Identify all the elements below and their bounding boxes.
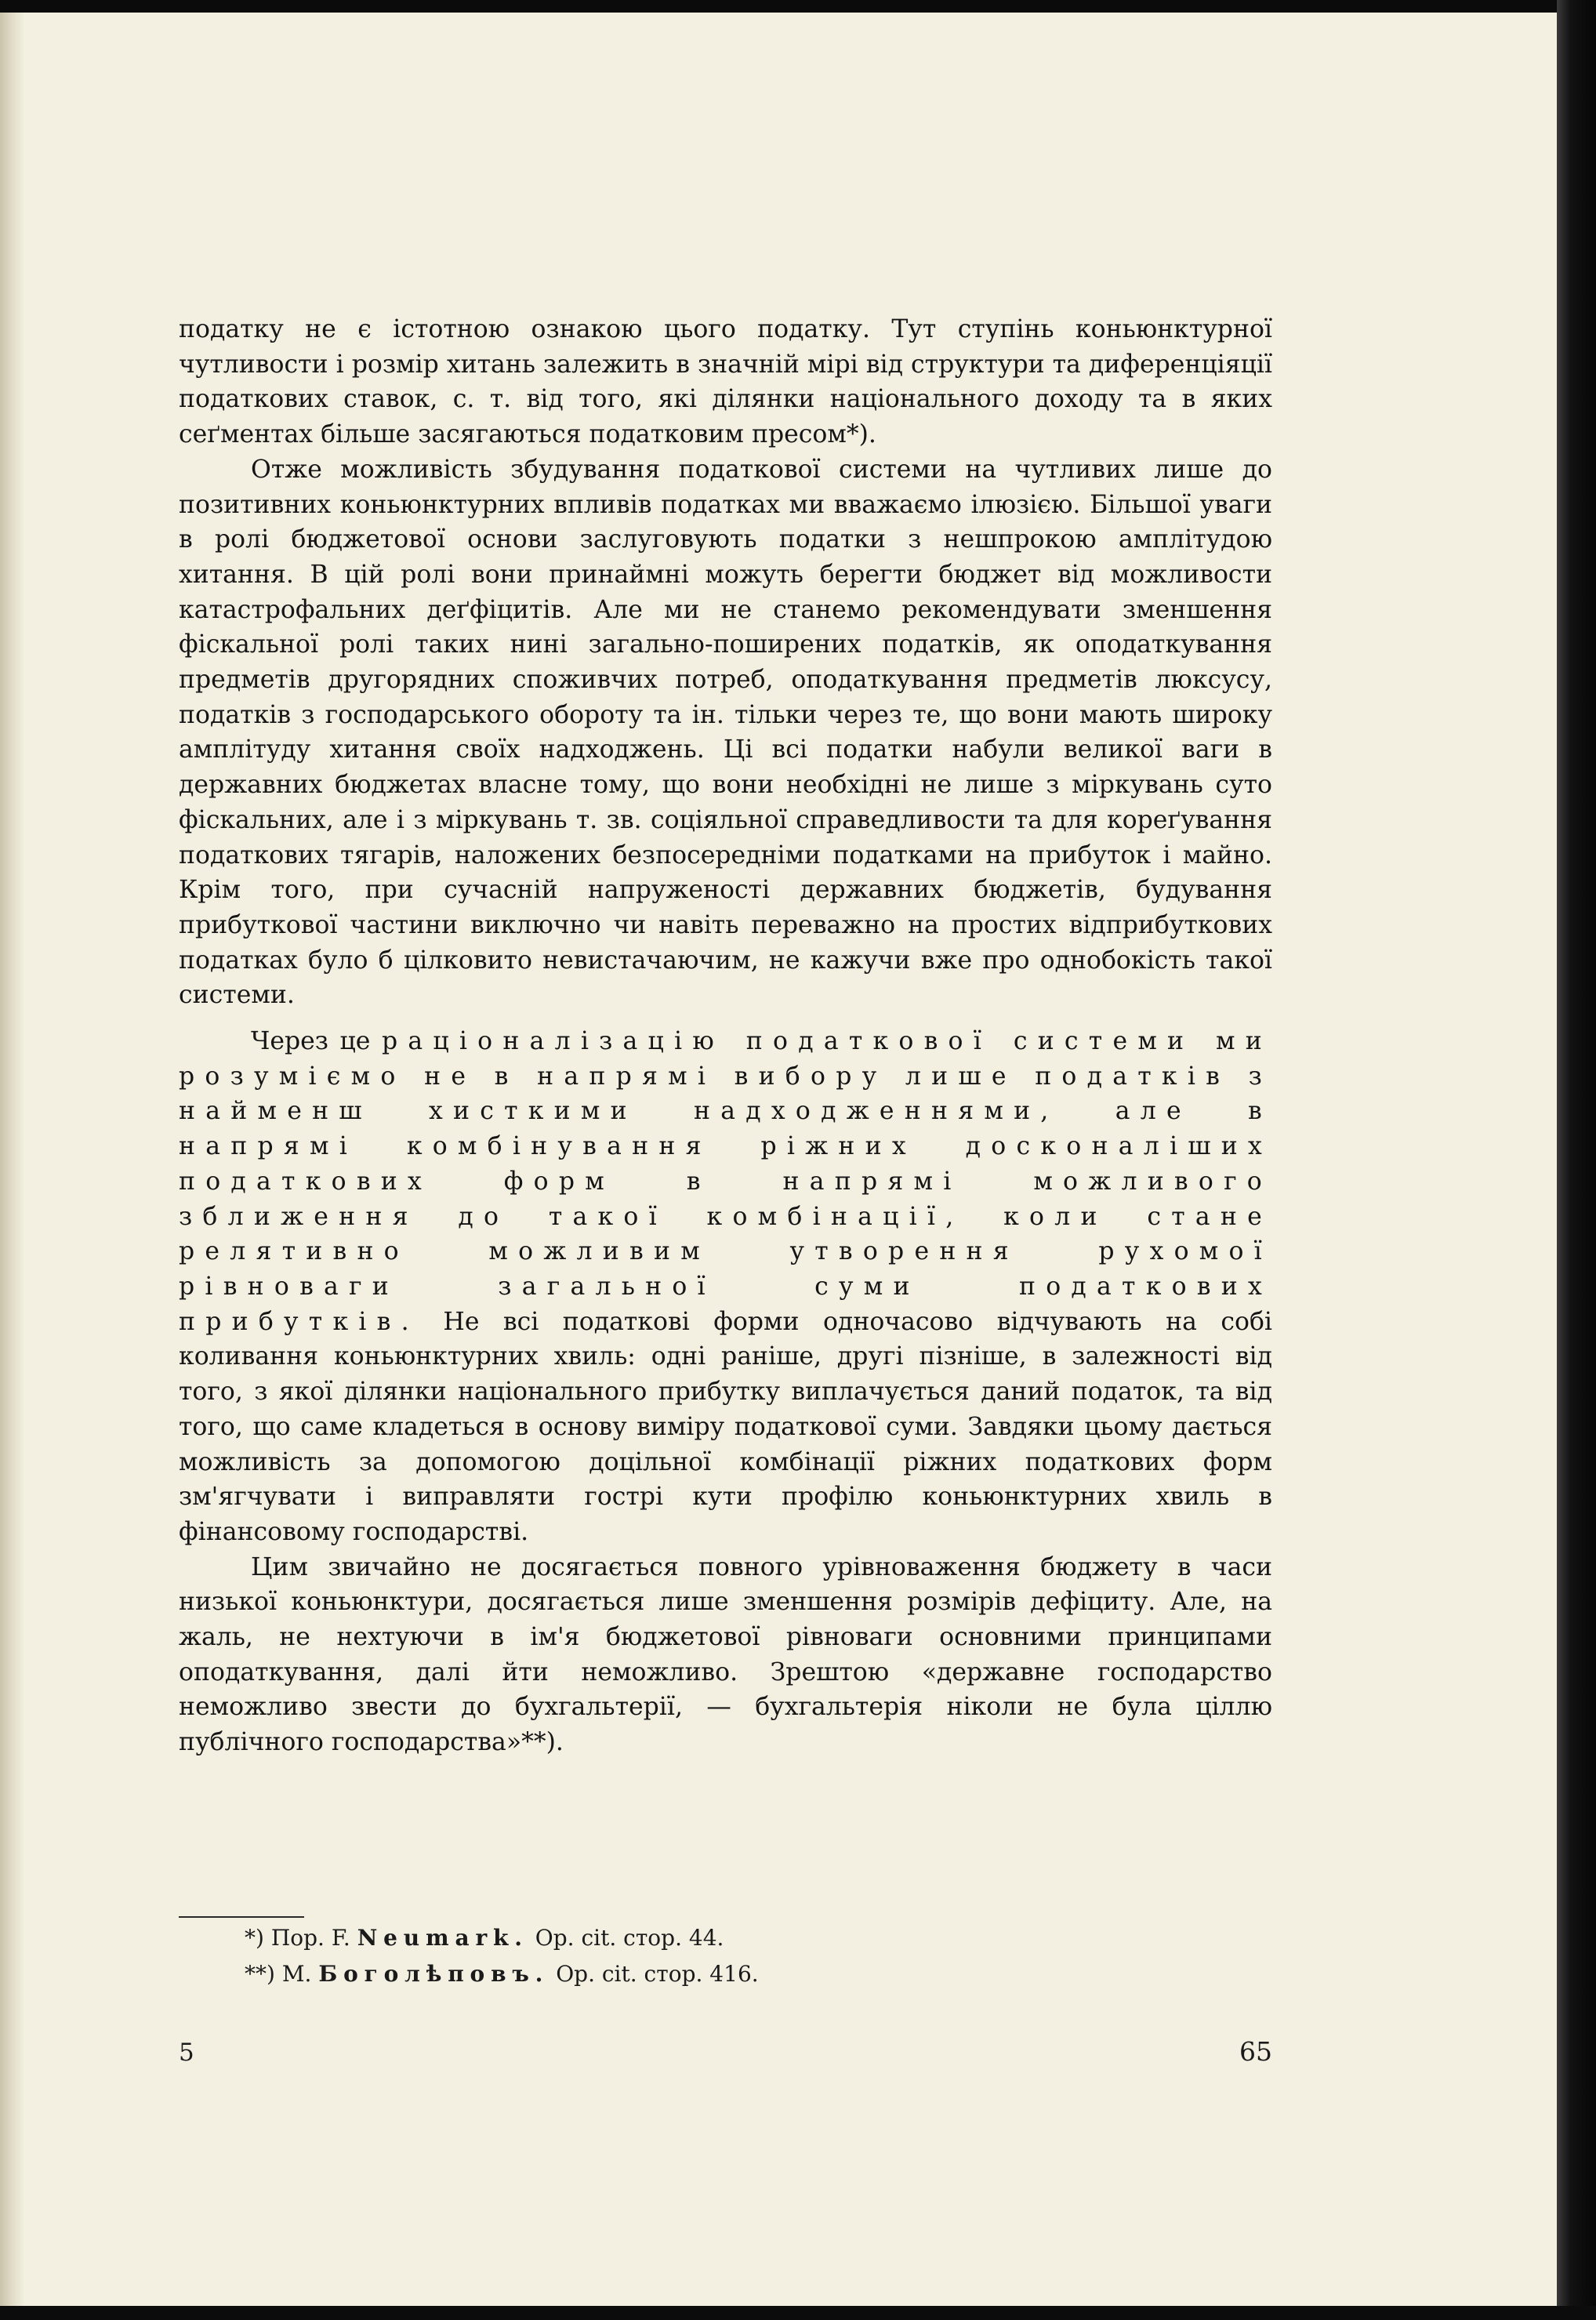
scan-right-edge bbox=[1557, 0, 1596, 2320]
paragraph-3-lead: Через це bbox=[251, 1027, 371, 1056]
paragraph-3-spaced-emphasis: раціоналізацію податкової системи ми розуміємо не в напрямі вибору лише податків з найменш хисткими надходженнями, але в напрямі комбінування ріжних досконаліших податкових форм в напрямі можливого зближення до такої комбінації, коли стане релятивно можливим утворення рухомої рівноваги загальної суми податкових прибутків. bbox=[179, 1027, 1273, 1336]
paragraph-2: Отже можливість збудування податкової системи на чутливих лише до позитивних коньюнктурних впливів податках ми вважаємо ілюзією. Більшої уваги в ролі бюджетової основи заслуговують податки з нешпрокою амплітудою хитання. В цій ролі вони принаймні можуть берегти бюджет від можливости катастрофальних деґфіцитів. Але ми не станемо рекомендувати зменшення фіскальної ролі таких нині загально-поширених податків, як оподаткування предметів другорядних споживчих потреб, оподаткування предметів люксусу, податків з господарського обороту та ін. тільки через те, що вони мають широку амплітуду хитання своїх надходжень. Ці всі податки набули великої ваги в державних бюджетах власне тому, що вони необхідні не лише з міркувань суто фіскальних, але і з міркувань т. зв. соціяльної справедливости та для кореґування податкових тягарів, наложених безпосередніми податками на прибуток і майно. Крім того, при сучасній напруженості державних бюджетів, будування прибуткової частини виключно чи навіть переважно на простих відприбуткових податках було б цілковито невистачаючим, не кажучи вже про однобокість такої системи. bbox=[179, 455, 1272, 1010]
scan-bottom-edge bbox=[0, 2306, 1596, 2320]
paragraph-3 bbox=[179, 1024, 1272, 1550]
scan-top-edge bbox=[0, 0, 1596, 13]
footnote-1-author: Neumark. bbox=[357, 1925, 528, 1951]
footnote-1-prefix: *) Пор. F. bbox=[245, 1925, 350, 1951]
footnote-1 bbox=[245, 1925, 724, 1951]
page-gutter bbox=[0, 13, 25, 2320]
footnote-1-ref: Op. cit. стор. 44. bbox=[535, 1925, 724, 1951]
paragraph-4: Цим звичайно не досягається повного урівноваження бюджету в часи низької коньюнктури, досягається лише зменшення розмірів дефіциту. Але, на жаль, не нехтуючи в ім'я бюджетової рівноваги основними принципами оподаткування, далі йти неможливо. Зрештою «державне господарство неможливо звести до бухгальтерії, — бухгальтерія ніколи не була ціллю публічного господарства»**). bbox=[179, 1552, 1272, 1757]
signature-mark: 5 bbox=[179, 2039, 194, 2067]
page-number: 65 bbox=[1239, 2036, 1272, 2067]
footnote-2-ref: Op. cit. стор. 416. bbox=[556, 1961, 759, 1987]
body-text bbox=[179, 312, 1272, 1760]
footnote-2 bbox=[245, 1961, 759, 1987]
footnote-rule bbox=[179, 1916, 304, 1918]
paragraph-1: податку не є істотною ознакою цього податку. Тут ступінь коньюнктурної чутливости і розмір хитань залежить в значній мірі від структури та диференціяції податкових ставок, с. т. від того, які ділянки національного доходу та в яких сеґментах більше засягаються податковим пресом*). bbox=[179, 315, 1272, 449]
footnote-2-author: Боголѣповъ. bbox=[318, 1961, 550, 1987]
footnote-2-prefix: **) М. bbox=[245, 1961, 312, 1987]
paragraph-3-rest: Не всі податкові форми одночасово відчувають на собі коливання коньюнктурних хвиль: одні раніше, другі пізніше, в залежності від того, з якої ділянки національного прибутку виплачується даний податок, та від того, що саме кладеться в основу виміру податкової суми. Завдяки цьому дається можливість за допомогою доцільної комбінації ріжних податкових форм зм'ягчувати і виправляти гострі кути профілю коньюнктурних хвиль в фінансовому господарстві. bbox=[179, 1307, 1273, 1546]
